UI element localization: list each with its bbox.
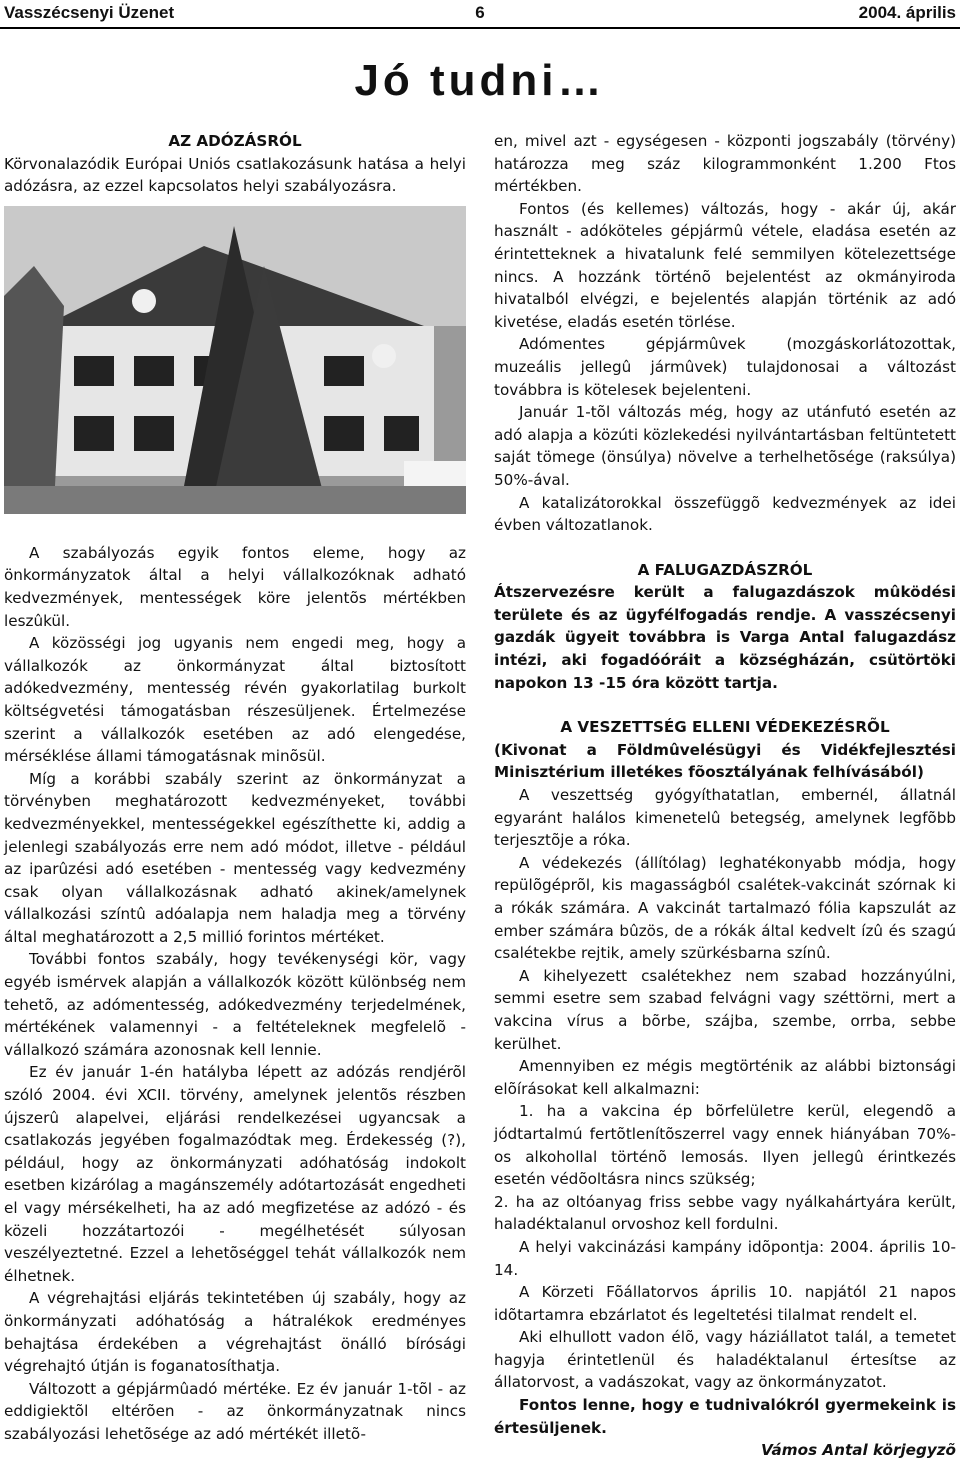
farm-section-title: A FALUGAZDÁSZRÓL [637, 560, 813, 579]
tax-paragraph-continued: en, mivel azt - egységesen - központi jogszabály (törvény) határozza meg száz kilogrammonként 1.200 Ftos mértékben. [494, 132, 956, 196]
tax-paragraph: Adómentes gépjármûvek (mozgáskorlátozottak, muzeális jellegû jármûvek) tulajdonosai a változást továbbra is kötelesek bejelenteni. [494, 335, 956, 399]
tax-paragraph: Ez év január 1-én hatályba lépett az adózás rendjérõl szóló 2004. évi XCII. törvény, amelynek jelentõs részben újszerû alapelvei, eljárási rendelkezései ugyancsak a csatlakozás jegyében fogalmazódtak meg. Érdekesség (?), például, hogy az önkormányzati adóhatóság indokolt esetben kizárólag a magánszemély adótartozását engedheti el vagy mérsékelheti, ha az adó megfizetése az adózó - és közeli hozzátartozói - megélhetését súlyosan veszélyeztetné. Ezzel a lehetõséggel tehát vállalkozók nem élhetnek. [4, 1063, 466, 1285]
rabies-paragraph: Aki elhullott vadon élõ, vagy háziállatot talál, a temetet hagyja érintetlenül és haladéktalanul értesítse az állatorvost, a vadászokat, vagy az önkormányzatot. [494, 1328, 956, 1392]
author-signature: Vámos Antal körjegyzõ [760, 1441, 956, 1460]
rabies-paragraph: A helyi vakcinázási kampány idõpontja: 2004. április 10-14. [494, 1237, 956, 1279]
list-item: 2. ha az oltóanyag friss sebbe vagy nyálkahártyára került, haladéktalanul orvoshoz kell fordulni. [494, 1192, 956, 1234]
farm-section-text: Átszervezésre került a falugazdászok mûködési területe és az ügyfélfogadás rendje. A vasszécsenyi gazdák ügyeit továbbra is Varga Antal falugazdász intézi, aki fogadóóráit a községházán, csütörtöki napokon 13 -15 óra között tartja. [494, 583, 956, 692]
page-header [0, 0, 960, 29]
right-column [494, 130, 956, 1462]
tax-paragraph: A katalizátorokkal összefüggõ kedvezmények az idei évben változatlanok. [494, 493, 956, 535]
rabies-section-title: A VESZETTSÉG ELLENI VÉDEKEZÉSRÕL [560, 718, 890, 737]
issue-date: 2004. április [858, 3, 956, 22]
tax-paragraph: Január 1-tõl változás még, hogy az utánfutó esetén az adó alapja a közúti közlekedési nyilvántartásban feltüntetett saját tömege (önsúlya) növelve a terhelhetõsége (raksúlya) 50%-ával. [494, 403, 956, 489]
tax-section-title: AZ ADÓZÁSRÓL [168, 132, 302, 150]
publication-name: Vasszécsenyi Üzenet [4, 3, 175, 22]
rabies-section-subtitle: (Kivonat a Földmûvelésügyi és Vidékfejlesztési Minisztérium illetékes fõosztályának felhívásából) [494, 740, 956, 782]
tax-paragraph: További fontos szabály, hogy tevékenységi kör, vagy egyéb ismérvek alapján a vállalkozók között különbség nem tehetõ, az adómentesség, adókedvezmény terjedelmének, mértékének valamennyi - a feltételeknek megfelelõ - vállalkozó számára azonosnak kell lennie. [4, 950, 466, 1059]
building-photo [4, 206, 466, 514]
left-column [4, 130, 466, 1446]
page-title: Jó tudni… [354, 56, 606, 105]
tax-paragraph: A közösségi jog ugyanis nem engedi meg, hogy a vállalkozók az önkormányzat által biztosított adókedvezmény, mentesség révén gyakorlatilag burkolt költségvetési támogatásban részesüljenek. Értelmezése szerint a vállalkozók esetében az adó elengedése, mérséklése állami támogatásnak minõsül. [4, 634, 466, 766]
rabies-paragraph: A Körzeti Fõállatorvos április 10. napjától 21 napos idõtartamra ebzárlatot és legeltetési tilalmat rendelt el. [494, 1283, 956, 1324]
list-item: 1. ha a vakcina ép bõrfelületre kerül, elegendõ a jódtartalmú fertõtlenítõszerrel vagy ennek hiányában 70%-os alkohollal történõ lemosás. Ilyen jellegû érintkezés esetén védõoltásra nincs szükség; [494, 1102, 956, 1189]
tax-paragraph: A végrehajtási eljárás tekintetében új szabály, hogy az önkormányzati adóhatóság a hátralékok eredményes behajtása érdekében a végrehajtást önálló bírósági végrehajtó útján is foganatosíthatja. [4, 1289, 466, 1376]
tax-section-subtitle: Körvonalazódik Európai Uniós csatlakozásunk hatása a helyi adózásra, az ezzel kapcsolatos helyi szabályozásra. [4, 154, 466, 196]
tax-paragraph: Változott a gépjármûadó mértéke. Ez év január 1-tõl - az eddigiektõl eltérõen - az önkormányzatnak nincs szabályozási lehetõsége az adó mértékét illetõ- [4, 1379, 466, 1443]
closing-note: Fontos lenne, hogy e tudnivalókról gyermekeink is értesüljenek. [494, 1396, 956, 1437]
rabies-paragraph: A veszettség gyógyíthatatlan, embernél, állatnál egyaránt halálos kimenetelû betegség, amelynek legfõbb terjesztõje a róka. [494, 786, 956, 850]
rabies-paragraph: A védekezés (állítólag) leghatékonyabb módja, hogy repülõgéprõl, kis magasságból csalétek-vakcinát szórnak ki a rókák számára. A vakcinát tartalmazó fólia kapszulát az ember számára bûzös, de a rókák által kedvelt ízû és szagú csalétekbe rejtik, amely szürkésbarna színû. [494, 853, 956, 963]
rabies-paragraph: A kihelyezett csalétekhez nem szabad hozzányúlni, semmi esetre sem szabad felvágni vagy széttörni, mert a vakcina vírus a bõrbe, szájba, szembe, orrba, sebbe kerülhet. [494, 966, 956, 1053]
tax-paragraph: Fontos (és kellemes) változás, hogy - akár új, akár használt - adóköteles gépjármû vétele, eladása esetén az érintetteknek a hivatalunk felé semmilyen kötelezettsége nincs. A hozzánk történõ bejelentést az okmányiroda hivatalból elvégzi, e bejelentés alapján történik az adó kivetése, eladás esetén törlése. [494, 199, 956, 331]
page-number: 6 [475, 3, 485, 22]
tax-paragraph: A szabályozás egyik fontos eleme, hogy az önkormányzatok által a helyi vállalkozóknak adható kedvezmények, mentességek köre jelentõs mértékben leszûkül. [4, 543, 466, 630]
rabies-instructions-list [494, 1100, 956, 1236]
rabies-paragraph: Amennyiben ez mégis megtörténik az alábbi biztonsági elõírásokat kell alkalmazni: [494, 1057, 956, 1098]
tax-paragraph: Míg a korábbi szabály szerint az önkormányzat a törvényben meghatározott kedvezményeket, további kedvezményekkel, mentességekkel egészíthette ki, addig a jelenlegi szabályozás erre nem adó módot, illetve - például az iparûzési adó esetében - mentesség vagy kedvezmény csak olyan vállalkozásnak adható akinek/amelynek vállalkozási színtû adóalapja nem haladja meg a törvény által meghatározott a 2,5 millió forintos mértéket. [4, 769, 466, 946]
